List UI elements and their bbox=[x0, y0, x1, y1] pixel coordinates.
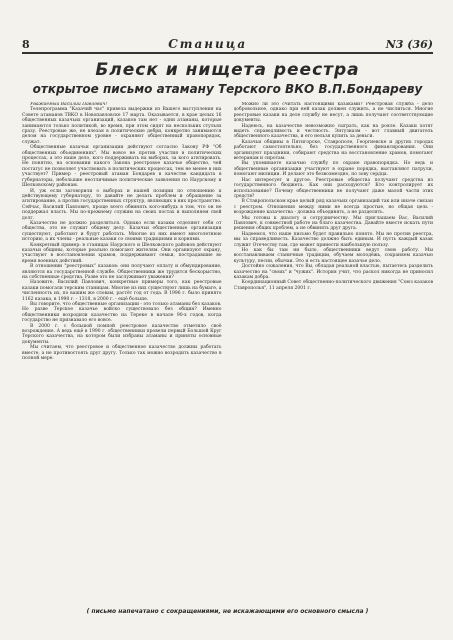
issue-number: N3 (36) bbox=[385, 37, 433, 51]
article-paragraph: Конкретный пример: в станицах Наурского и Шелковского районов действуют казачьи общины, которые реально помогают жителям. Они организуют охрану, участвуют в восстановлении храмов, поддерживают семьи, пострадавшие во время военных действий. bbox=[22, 242, 222, 264]
article-paragraph: Надеемся, что наше письмо будет правильно понято. Мы не против реестра, мы за справедливость. Казачество должно быть единым. И пусть каждый казак служит Отечеству там, где может принести наибольшую пользу. bbox=[233, 231, 433, 248]
article-paragraph: Координационный Совет общественно-политического движения "Союз казаков Ставрополья", 11 апреля 2001 г. bbox=[233, 280, 433, 291]
left-column bbox=[22, 102, 222, 602]
article-body bbox=[22, 102, 433, 602]
article-paragraph: Вы говорите, что общественные организации - это только атаманы без казаков. Но разве Терское казачье войско существовало без общин? Именно общественники возродили казачество на Тереке в начале 90-х годов, когда государство не признавало его вовсе. bbox=[22, 302, 222, 324]
article-paragraph: Но как бы там ни было, общественники ведут свою работу. Мы восстанавливаем станичные традиции, обучаем молодёжь, сохраняем казачью культуру, песни, обычаи. Это и есть настоящее казачье дело. bbox=[233, 247, 433, 264]
article-paragraph: Казачьи общины в Пятигорске, Ставрополе, Георгиевске и других городах работают самостоятельно, без государственного финансирования. Они организуют праздники, собирают средства на восстановление храмов, помогают ветеранам и сиротам. bbox=[233, 139, 433, 162]
article-paragraph: Надеюсь, на казачестве невозможно сыграть, как на рояле. Казаки хотят видеть справедливость и честность. Энтузиазм - вот главный двигатель общественного казачества, и его нельзя купить за деньги. bbox=[233, 123, 433, 140]
article-paragraph: Мы считаем, что реестровое и общественное казачество должны работать вместе, а не противостоять друг другу. Только так можно возродить казачество в полной мере. bbox=[22, 345, 222, 362]
page-number: 8 bbox=[22, 37, 30, 51]
article-subheadline: открытое письмо атаману Терского ВКО В.П.Бондареву bbox=[32, 82, 423, 96]
footer-note: ( письмо напечатано с сокращениями, не искажающими его основного смысла ) bbox=[86, 608, 369, 615]
article-paragraph: В 2000 г. с большой помпой реестровое казачество отметило своё возрождение. А ведь ещё в 1990 г. общественники провели первый Большой Круг Терского казачества, на котором были избраны атаманы и приняты основные документы. bbox=[22, 323, 222, 345]
article-headline: Блеск и нищета реестра bbox=[95, 60, 360, 80]
article-paragraph: Общественные казачьи организации действуют согласно Закону РФ "Об общественных объединениях". Мы вовсе не против участия в политических процессах, а это наше дело, кого поддерживать на выборах, за кого агитировать. Не понятно, на основании какого Закона реестровое казачье общество, чей постатус не позволяет участвовать в политических процессах, тем не менее в них участвует? Пример - реестровый атаман Бондарев в качестве кандидата в губернаторы, небольшие неотличимые политические заявления по Наурскому и Шелковскому районам. bbox=[22, 145, 222, 189]
right-column bbox=[234, 102, 434, 602]
article-paragraph: И, уж если заговорили о выборах и нашей позиции по отношению к действующему губернатору, то давайте не делать проблем и обращение за агитирование, а против государственных структур, являющих в них пространство. Сейчас, Василий Павлович, проще всего обвинять кого-нибудь в том, что он не поддержал власть. Мы по-прежнему служим на своих постах и выполняем свой долг. bbox=[22, 188, 222, 221]
article-paragraph: В отношении "реестровых" казаков: они получают оплату и обмундирование, являются на государственной службе. Общественники же трудятся бескорыстно, на собственные средства. Разве это не заслуживает уважения? bbox=[22, 264, 222, 280]
article-paragraph: В Ставропольском крае целый ряд казачьих организаций так или иначе связан с реестром. Отношения между ними не всегда простые, но общая цель - возрождение казачества - должна объединять, а не разделять. bbox=[233, 199, 433, 216]
article-paragraph: Достойно сожаления, что Вы, обладая реальной властью, пытаетесь разделить казачество на "своих" и "чужих". История учит, что раскол никогда не приносил казакам добра. bbox=[233, 264, 433, 280]
article-paragraph: Вы упоминаете казачью службу по охране правопорядка. Но ведь и общественные организации участвуют в охране порядка, выставляют патрули, помогают милиции. И делают это безвозмездно, по зову сердца. bbox=[233, 161, 433, 178]
article-paragraph: Телепрограмма "Казачий час" привела выдержки из Вашего выступления на Совете атаманов ТВКО в Новопавловске 17 марта. Оказывается, в крае целых 16 общественных казачьих организаций, казаков там нет - одни атаманы, которые занимаются только политикой, во время, при этом сидят на нескольких стульях сразу. Реестровые же, не влезая в политические дебри, конкретно занимаются делом на государственном уровне - охраняют общественный правопорядок, служат. bbox=[22, 107, 222, 145]
article-paragraph: Нас интересует и другое. Реестровые общества получают средства из государственного бюджета. Как они расходуются? Кто контролирует их использование? Почему общественники не получают даже малой части этих средств? bbox=[233, 177, 433, 199]
page-header bbox=[22, 36, 433, 54]
greeting: Уважаемый Василий Павлович! bbox=[30, 102, 108, 107]
article-paragraph: Казачество не должно разделяться. Однако если казаки отделяют себя от общества, это не служит общему делу. Казачьи общественные организации существуют, работают и будут работать. Многие из них имеют многолетнюю историю, а их члены - реальные казаки со своими традициями и корнями. bbox=[22, 220, 222, 243]
article-paragraph: Назовите, Василий Павлович, конкретные примеры того, как реестровые казаки помогали терским станицам. Многие из них существуют лишь на бумаге, а численность их, по вашим же словам, растёт год от года. В 1996 г. было принято 1162 казака, в 1998 г. - 1318, в 2000 г. - ещё больше. bbox=[22, 280, 222, 302]
article-paragraph: Мы готовы к диалогу и сотрудничеству. Мы приглашаем Вас, Василий Павлович, к совместной работе на благо казачества. Давайте вместе искать пути решения общих проблем, а не обвинять друг друга. bbox=[233, 215, 433, 232]
paper-name: Станица bbox=[168, 37, 248, 51]
article-paragraph: Можно ли это считать настоящими казаками? Реестровая служба - дело добровольное, однако при ней казак должен служить, а не числиться. Многие реестровые казаки на деле службу не несут, а лишь получают соответствующие документы. bbox=[233, 102, 433, 124]
